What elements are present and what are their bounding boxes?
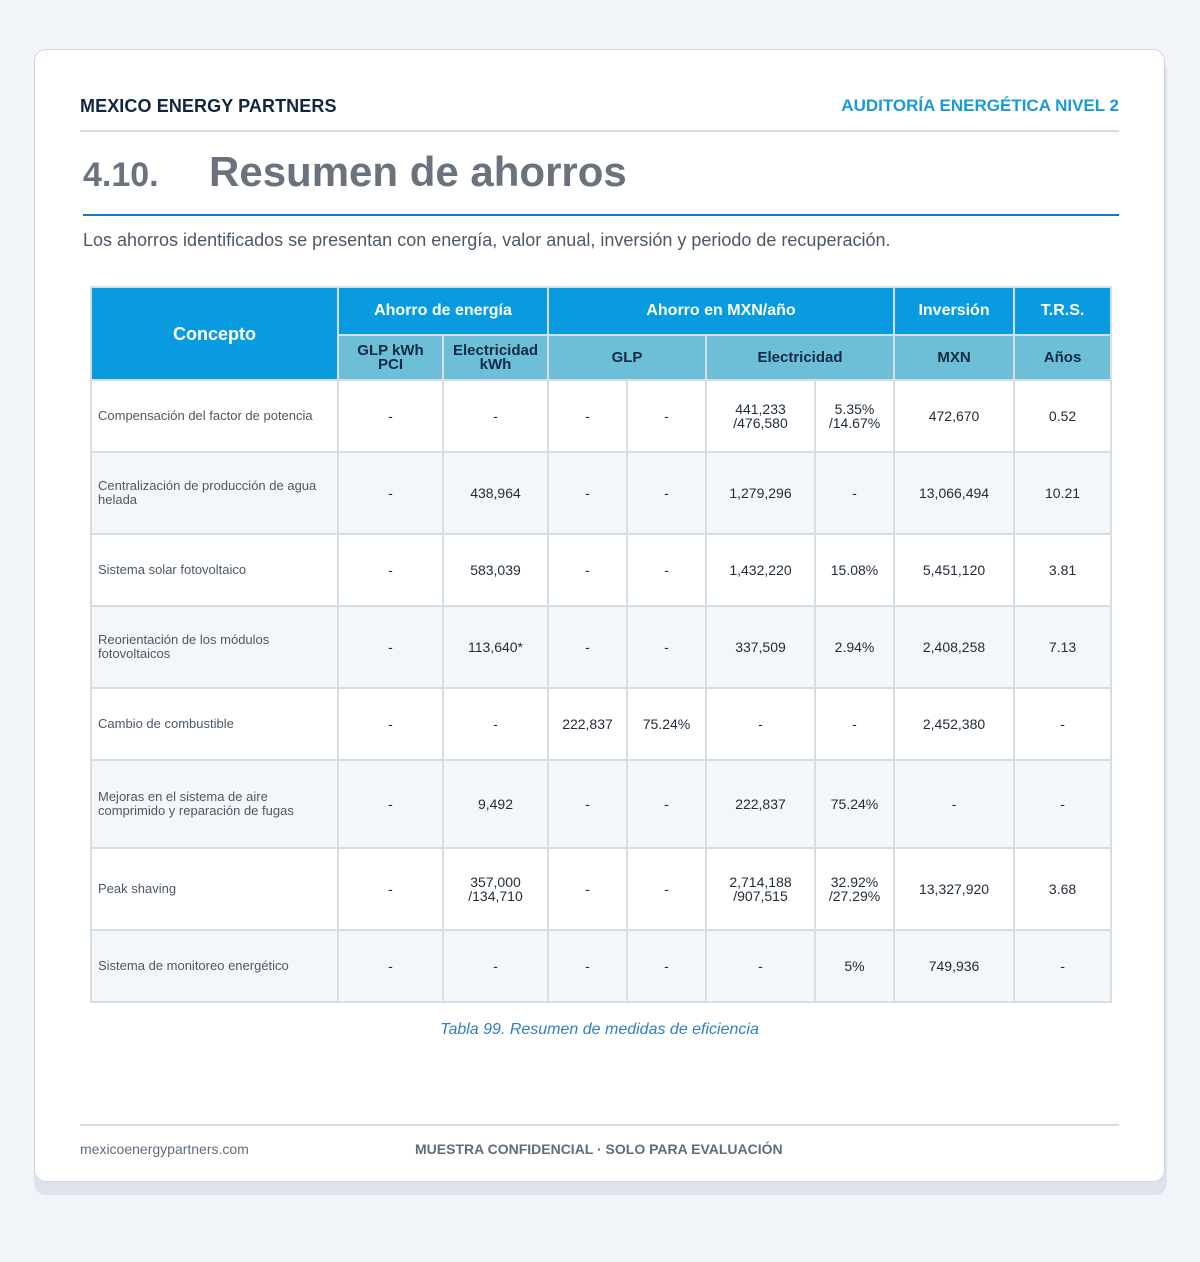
section-number: 4.10. xyxy=(83,156,159,194)
cell-glp-mxn: - xyxy=(548,760,627,848)
cell-concepto: Mejoras en el sistema de aire comprimido y reparación de fugas xyxy=(91,760,338,848)
cell-glp-pct: - xyxy=(627,930,706,1002)
cell-trs: 3.81 xyxy=(1014,534,1111,606)
cell-glp-mxn: - xyxy=(548,848,627,930)
cell-electricidad-mxn: - xyxy=(706,930,815,1002)
footer-divider xyxy=(80,1124,1119,1126)
cell-electricidad-mxn: 441,233 /476,580 xyxy=(706,380,815,452)
cell-electricidad-pct: 5.35% /14.67% xyxy=(815,380,894,452)
cell-concepto: Sistema solar fotovoltaico xyxy=(91,534,338,606)
table-body xyxy=(91,380,1111,1002)
cell-electricidad-mxn: 1,432,220 xyxy=(706,534,815,606)
cell-glp-kwh: - xyxy=(338,760,443,848)
cell-inversion: 2,408,258 xyxy=(894,606,1014,688)
header-divider xyxy=(80,130,1119,132)
cell-electricidad-kwh: 113,640* xyxy=(443,606,548,688)
cell-glp-pct: - xyxy=(627,380,706,452)
cell-trs: - xyxy=(1014,760,1111,848)
cell-glp-pct: - xyxy=(627,534,706,606)
table-row xyxy=(91,848,1111,930)
footer-confidential-note: MUESTRA CONFIDENCIAL · SOLO PARA EVALUACIÓN xyxy=(415,1141,783,1157)
cell-electricidad-pct: 75.24% xyxy=(815,760,894,848)
subheader-electricidad: Electricidad xyxy=(706,335,894,380)
cell-glp-kwh: - xyxy=(338,688,443,760)
cell-electricidad-pct: 15.08% xyxy=(815,534,894,606)
cell-inversion: - xyxy=(894,760,1014,848)
subheader-mxn: MXN xyxy=(894,335,1014,380)
cell-glp-mxn: - xyxy=(548,380,627,452)
header-trs: T.R.S. xyxy=(1014,287,1111,335)
cell-concepto: Cambio de combustible xyxy=(91,688,338,760)
table-row xyxy=(91,688,1111,760)
cell-electricidad-mxn: 2,714,188 /907,515 xyxy=(706,848,815,930)
cell-inversion: 13,327,920 xyxy=(894,848,1014,930)
cell-electricidad-kwh: 438,964 xyxy=(443,452,548,534)
cell-electricidad-kwh: 357,000 /134,710 xyxy=(443,848,548,930)
cell-concepto: Centralización de producción de agua helada xyxy=(91,452,338,534)
cell-inversion: 5,451,120 xyxy=(894,534,1014,606)
cell-glp-kwh: - xyxy=(338,848,443,930)
table-header-row xyxy=(91,287,1111,335)
cell-glp-pct: 75.24% xyxy=(627,688,706,760)
savings-summary-table xyxy=(90,286,1112,1003)
cell-electricidad-kwh: 9,492 xyxy=(443,760,548,848)
table-row xyxy=(91,534,1111,606)
cell-trs: 7.13 xyxy=(1014,606,1111,688)
cell-trs: 10.21 xyxy=(1014,452,1111,534)
cell-electricidad-pct: 2.94% xyxy=(815,606,894,688)
table-caption: Tabla 99. Resumen de medidas de eficiencia xyxy=(440,1021,759,1038)
document-page xyxy=(34,49,1165,1182)
header-concepto: Concepto xyxy=(91,287,338,380)
cell-electricidad-pct: 32.92% /27.29% xyxy=(815,848,894,930)
cell-electricidad-kwh: - xyxy=(443,380,548,452)
cell-glp-mxn: - xyxy=(548,534,627,606)
table-row xyxy=(91,760,1111,848)
section-title: Resumen de ahorros xyxy=(209,148,627,195)
cell-glp-mxn: - xyxy=(548,606,627,688)
cell-glp-kwh: - xyxy=(338,534,443,606)
cell-concepto: Reorientación de los módulos fotovoltaicos xyxy=(91,606,338,688)
footer-website: mexicoenergypartners.com xyxy=(80,1141,249,1157)
section-heading xyxy=(83,148,1119,216)
cell-electricidad-pct: - xyxy=(815,452,894,534)
subheader-glp-kwh-pci: GLP kWh PCI xyxy=(338,335,443,380)
cell-inversion: 13,066,494 xyxy=(894,452,1014,534)
cell-electricidad-kwh: 583,039 xyxy=(443,534,548,606)
cell-glp-pct: - xyxy=(627,760,706,848)
brand-name: MEXICO ENERGY PARTNERS xyxy=(80,95,337,116)
cell-glp-mxn: - xyxy=(548,930,627,1002)
cell-inversion: 472,670 xyxy=(894,380,1014,452)
cell-glp-pct: - xyxy=(627,452,706,534)
document-type: AUDITORÍA ENERGÉTICA NIVEL 2 xyxy=(841,96,1119,115)
cell-electricidad-mxn: - xyxy=(706,688,815,760)
subheader-glp: GLP xyxy=(548,335,706,380)
subheader-electricidad-kwh: Electricidad kWh xyxy=(443,335,548,380)
cell-concepto: Peak shaving xyxy=(91,848,338,930)
cell-trs: 0.52 xyxy=(1014,380,1111,452)
cell-glp-mxn: 222,837 xyxy=(548,688,627,760)
cell-electricidad-mxn: 1,279,296 xyxy=(706,452,815,534)
cell-glp-kwh: - xyxy=(338,380,443,452)
cell-concepto: Sistema de monitoreo energético xyxy=(91,930,338,1002)
cell-trs: - xyxy=(1014,930,1111,1002)
cell-electricidad-pct: - xyxy=(815,688,894,760)
cell-glp-pct: - xyxy=(627,606,706,688)
table-row xyxy=(91,380,1111,452)
header-ahorro-mxn: Ahorro en MXN/año xyxy=(548,287,894,335)
page-header xyxy=(80,86,1119,126)
cell-glp-kwh: - xyxy=(338,452,443,534)
header-ahorro-energia: Ahorro de energía xyxy=(338,287,548,335)
table-row xyxy=(91,452,1111,534)
subheader-anos: Años xyxy=(1014,335,1111,380)
cell-glp-pct: - xyxy=(627,848,706,930)
cell-concepto: Compensación del factor de potencia xyxy=(91,380,338,452)
cell-glp-mxn: - xyxy=(548,452,627,534)
cell-inversion: 749,936 xyxy=(894,930,1014,1002)
table-row xyxy=(91,606,1111,688)
cell-electricidad-mxn: 337,509 xyxy=(706,606,815,688)
cell-trs: 3.68 xyxy=(1014,848,1111,930)
cell-inversion: 2,452,380 xyxy=(894,688,1014,760)
cell-trs: - xyxy=(1014,688,1111,760)
cell-electricidad-kwh: - xyxy=(443,688,548,760)
table-row xyxy=(91,930,1111,1002)
cell-glp-kwh: - xyxy=(338,930,443,1002)
cell-electricidad-kwh: - xyxy=(443,930,548,1002)
cell-glp-kwh: - xyxy=(338,606,443,688)
cell-electricidad-pct: 5% xyxy=(815,930,894,1002)
section-intro: Los ahorros identificados se presentan con energía, valor anual, inversión y periodo de recuperación. xyxy=(83,230,891,250)
header-inversion: Inversión xyxy=(894,287,1014,335)
cell-electricidad-mxn: 222,837 xyxy=(706,760,815,848)
